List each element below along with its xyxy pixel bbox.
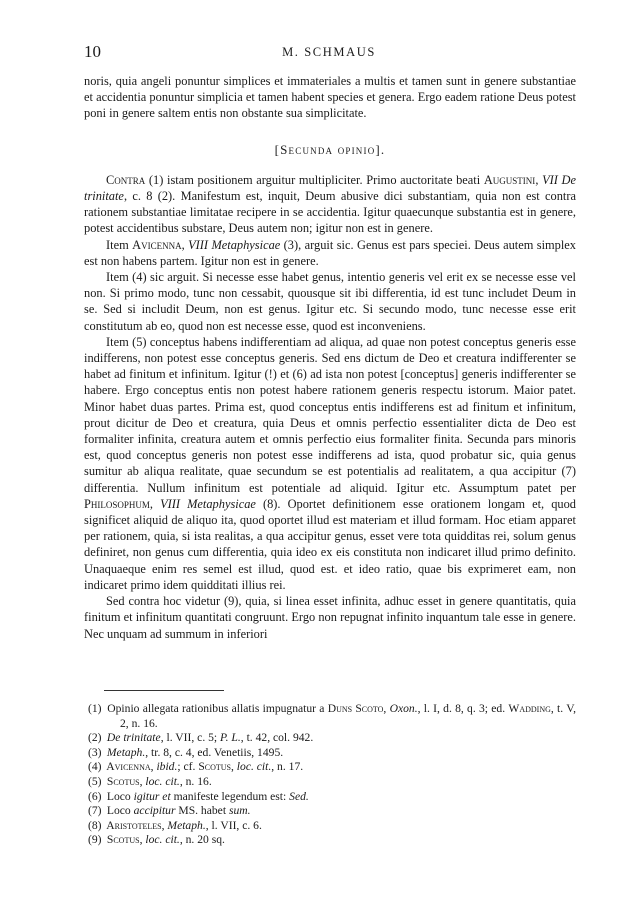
footnote-4: (4) Avicenna, ibid.; cf. Scotus, loc. cit., n. 17. <box>88 760 304 774</box>
page-number: 10 <box>84 42 101 61</box>
paragraph-item-4: Item (4) sic arguit. Si necesse esse habet genus, intentio generis vel erit ex se necesse esse vel non. Si primo modo, tunc non cessabit, quousque sit ibi differentia, id est tunc includet Deum in se. Sed si includit Deum, non est genus. Igitur etc. Si secundo modo, tunc necesse esse erit constitutum ab eo, quod non est necesse esse, quod est inconveniens. <box>84 270 576 333</box>
contra-lead: Contra <box>106 172 146 187</box>
work-title: VIII Metaphysicae <box>160 496 256 511</box>
footnote-5: (5) Scotus, loc. cit., n. 16. <box>88 774 212 788</box>
footnote-6: (6) Loco igitur et manifeste legendum est: Sed. <box>88 789 309 803</box>
work-title: VII De trinitate <box>84 172 577 204</box>
work-title: VIII Metaphysicae <box>188 237 281 252</box>
section-heading: [Secunda opinio]. <box>274 141 386 157</box>
author-philosophus: Philosophum <box>84 496 150 511</box>
footnote-1: (1) Opinio allegata rationibus allatis impugnatur a Duns Scoto, Oxon., l. I, d. 8, q. 3; ed. Wadding, t. V, 2, n. 16. <box>88 702 576 730</box>
footnote-divider <box>104 690 224 691</box>
paragraph-sed-contra: Sed contra hoc videtur (9), quia, si linea esset infinita, adhuc esset in genere quantitatis, quia finitum et infinitum quantitati congruunt. Ergo non repugnat infinito inquantum tale esse in genere. Nec unquam ad summum in inferiori <box>84 594 576 641</box>
footnote-2: (2) De trinitate, l. VII, c. 5; P. L., t. 42, col. 942. <box>88 731 314 745</box>
footnote-3: (3) Metaph., tr. 8, c. 4, ed. Venetiis, 1495. <box>88 745 284 759</box>
paragraph-avicenna: Item Avicenna, VIII Metaphysicae (3), arguit sic. Genus est pars speciei. Deus autem simplex est non habens partem. Igitur non est in genere. <box>84 237 576 268</box>
paragraph-item-5: Item (5) conceptus habens indifferentiam ad aliqua, ad quae non potest conceptus generis esse indifferens, non potest esse conceptus generis. Sed ens dictum de Deo et creatura indifferenter se habet ad finitum et infinitum. Igitur (!) et (6) ad ista non potest [conceptus] generis indifferenter se habere. Ergo conceptus entis non potest habere rationem generis respectu istorum. Maior patet. Minor habet duas partes. Prima est, quod conceptus entis indifferens est ad finitum et infinitum, prout dicitur de Deo et creatura, quia Deus et omnis perfectio essentialiter dicta de Deo est formaliter infinita, creatura autem et omnis perfectio eius formaliter finita. Secunda pars minoris est, quod conceptus generis non potest esse indifferens ad ista, quod probatur sic, quia genus sumitur ab aliqua realitate, quae secundum se est potentialis ad realitatem, a qua accipitur (7) differentia. Nullum infinitum est potentiale ad aliquid. Igitur etc. Assumptum patet per Philosophum, VIII Metaphysicae (8). Oportet definitionem esse orationem longam et, quod significet aliquid de aliquo ita, quod oportet illud est materiam et illud formam. Hoc etiam apparet per rationem, quia, si ista realitas, a qua accipitur genus, esset vere tota quidditas rei, solum genus definiret, non genus cum differentia, quia ideo ex eis constituta non indicaret illud primo definito. Unaquaeque enim res semel est illud, quod est. et ideo ratio, quae bis exprimeret eam, non indicaret primo idem quidditati illius rei. <box>84 334 576 592</box>
author-augustinus: Augustini <box>483 172 536 187</box>
main-text <box>84 73 576 642</box>
paragraph-intro: noris, quia angeli ponuntur simplices et immateriales a multis et tamen sunt in genere substantiae et accidentia ponuntur simplicia et tamen habent species et genera. Ergo eadem ratione Deus potest poni in genere saltem entis non obstante sua simplicitate. <box>84 74 576 121</box>
footnotes <box>84 702 576 848</box>
page-header <box>84 42 574 62</box>
paragraph-contra: Contra (1) istam positionem arguitur multipliciter. Primo auctoritate beati Augustini, VII De trinitate, c. 8 (2). Manifestum est, inquit, Deum abusive dici substantiam, quia non est contra rationem substantiae limitatae recipere in se accidentia. Igitur quaecunque substantia est in genere, potest accidentibus substare, Deus autem non; igitur non est in genere. <box>84 172 577 236</box>
running-head: M. SCHMAUS <box>282 45 376 59</box>
footnote-7: (7) Loco accipitur MS. habet sum. <box>88 804 251 818</box>
footnote-8: (8) Aristoteles, Metaph., l. VII, c. 6. <box>88 818 262 832</box>
footnote-9: (9) Scotus, loc. cit., n. 20 sq. <box>88 833 225 847</box>
author-avicenna: Avicenna <box>132 237 182 252</box>
